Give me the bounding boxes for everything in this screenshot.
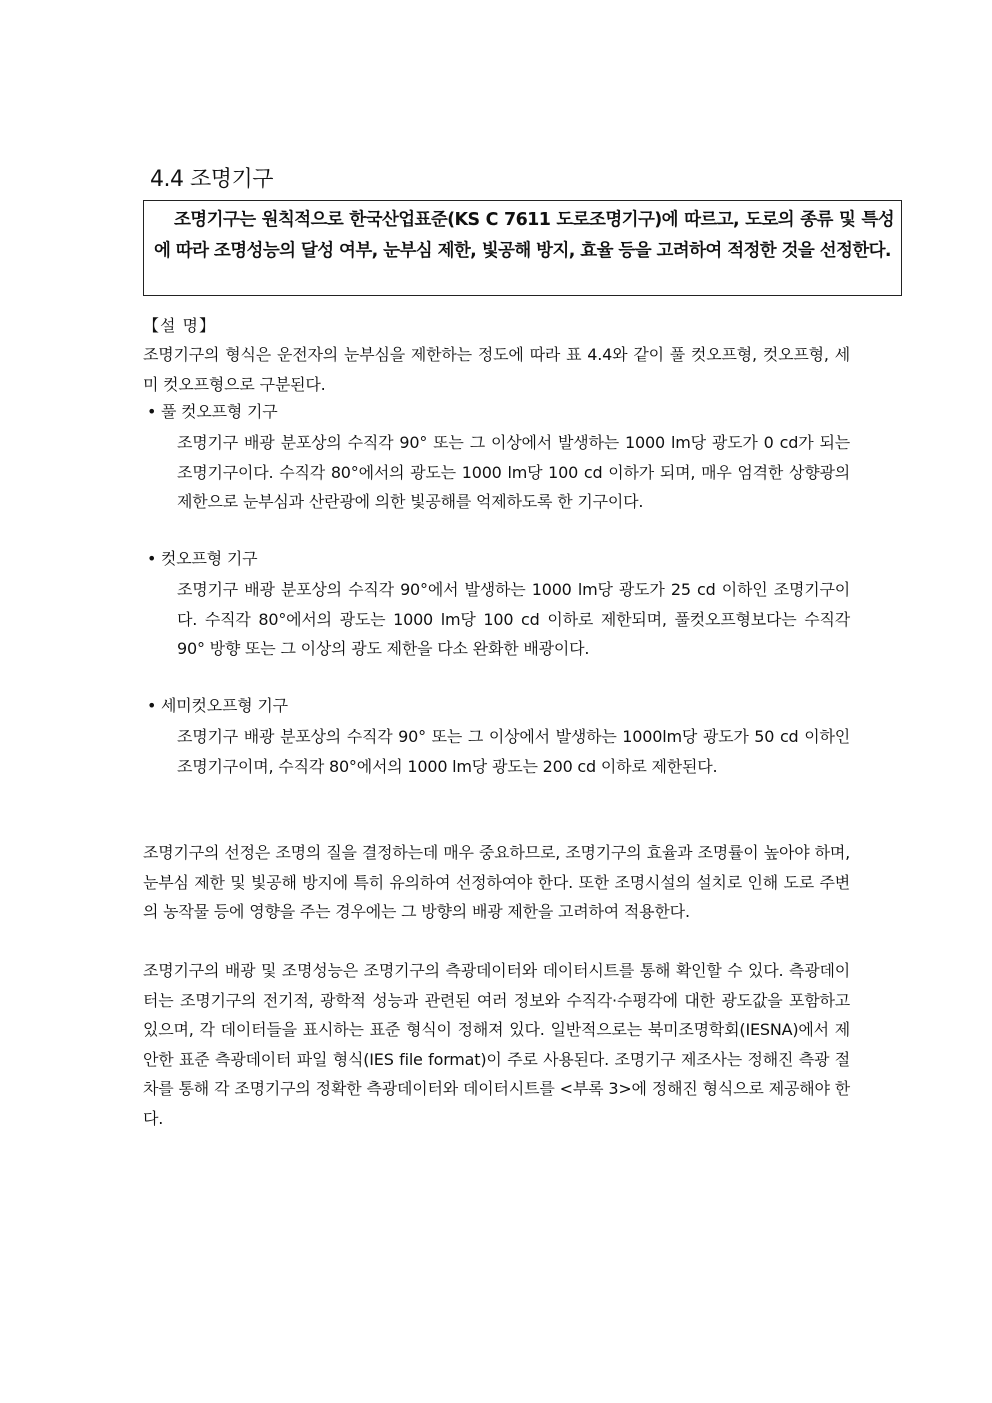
bullet-cutoff-title <box>147 546 257 569</box>
intro-paragraph: 조명기구의 형식은 운전자의 눈부심을 제한하는 정도에 따라 표 4.4와 같이 풀 컷오프형, 컷오프형, 세미 컷오프형으로 구분된다. <box>143 345 850 394</box>
section-title: 4.4 조명기구 <box>150 167 273 192</box>
selection-paragraph: 조명기구의 선정은 조명의 질을 결정하는데 매우 중요하므로, 조명기구의 효율과 조명률이 높아야 하며, 눈부심 제한 및 빛공해 방지에 특히 유의하여 선정하여야 한다. 또한 조명시설의 설치로 인해 도로 주변의 농작물 등에 영향을 주는 경우에는 그 방향의 배광 제한을 고려하여 적용한다. <box>143 843 850 921</box>
bullet-title: 컷오프형 기구 <box>161 549 258 568</box>
bullet-full-cutoff-title <box>147 399 278 422</box>
explanation-label: 【설 명】 <box>143 316 216 335</box>
bullet-title: 풀 컷오프형 기구 <box>161 402 278 421</box>
bullet-semi-cutoff-title <box>147 693 288 716</box>
bullet-marker: • <box>147 549 157 568</box>
bullet-cutoff-body: 조명기구 배광 분포상의 수직각 90°에서 발생하는 1000 lm당 광도가 25 cd 이하인 조명기구이다. 수직각 80°에서의 광도는 1000 lm당 100 cd 이하로 제한되며, 풀컷오프형보다는 수직각 90° 방향 또는 그 이상의 광도 제한을 다소 완화한 배광이다. <box>177 580 850 658</box>
bullet-full-cutoff-body: 조명기구 배광 분포상의 수직각 90° 또는 그 이상에서 발생하는 1000 lm당 광도가 0 cd가 되는 조명기구이다. 수직각 80°에서의 광도는 1000 lm당 100 cd 이하가 되며, 매우 엄격한 상향광의 제한으로 눈부심과 산란광에 의한 빛공해를 억제하도록 한 기구이다. <box>177 433 850 511</box>
bullet-marker: • <box>147 402 157 421</box>
standard-statement-box: 조명기구는 원칙적으로 한국산업표준(KS C 7611 도로조명기구)에 따르고, 도로의 종류 및 특성에 따라 조명성능의 달성 여부, 눈부심 제한, 빛공해 방지, 효율 등을 고려하여 적정한 것을 선정한다. <box>143 200 902 296</box>
bullet-semi-cutoff-body: 조명기구 배광 분포상의 수직각 90° 또는 그 이상에서 발생하는 1000lm당 광도가 50 cd 이하인 조명기구이며, 수직각 80°에서의 1000 lm당 광도는 200 cd 이하로 제한된다. <box>177 727 850 776</box>
photometric-paragraph: 조명기구의 배광 및 조명성능은 조명기구의 측광데이터와 데이터시트를 통해 확인할 수 있다. 측광데이터는 조명기구의 전기적, 광학적 성능과 관련된 여러 정보와 수직각·수평각에 대한 광도값을 포함하고 있으며, 각 데이터들을 표시하는 표준 형식이 정해져 있다. 일반적으로는 북미조명학회(IESNA)에서 제안한 표준 측광데이터 파일 형식(IES file format)이 주로 사용된다. 조명기구 제조사는 정해진 측광 절차를 통해 각 조명기구의 정확한 측광데이터와 데이터시트를 <부록 3>에 정해진 형식으로 제공해야 한다. <box>143 961 850 1128</box>
bullet-title: 세미컷오프형 기구 <box>161 696 288 715</box>
bullet-marker: • <box>147 696 157 715</box>
